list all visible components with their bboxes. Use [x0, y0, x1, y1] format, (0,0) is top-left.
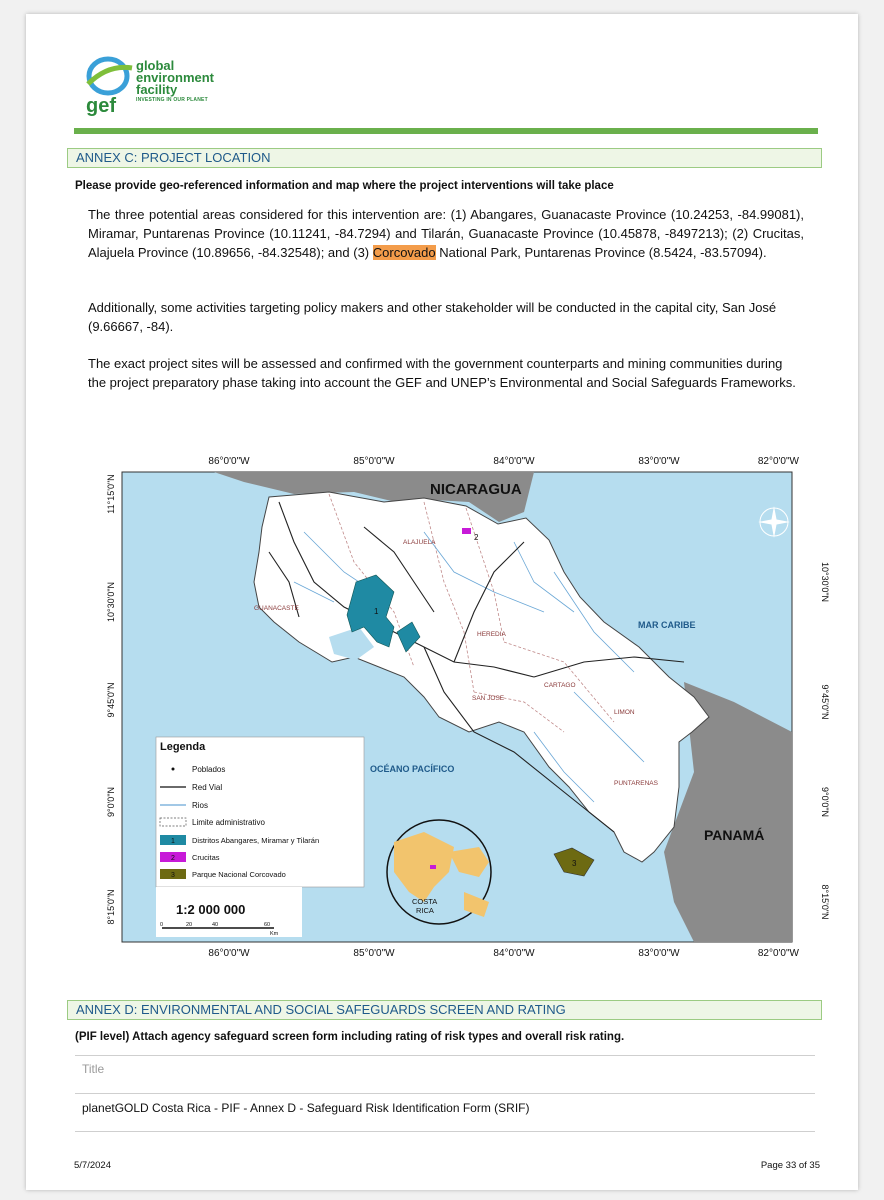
corcovado-highlight: Corcovado — [372, 245, 436, 260]
oceano-pacifico-label: OCÉANO PACÍFICO — [370, 764, 455, 774]
province-alajuela: ALAJUELA — [403, 539, 436, 546]
lat-label-right: 10°30'0"N — [820, 561, 830, 603]
legend-label: Limite administrativo — [192, 818, 265, 827]
province-heredia: HEREDIA — [477, 631, 506, 638]
inset-locator-map — [387, 820, 491, 924]
mar-caribe-label: MAR CARIBE — [638, 620, 696, 630]
gef-logo — [82, 54, 138, 116]
bottom-longitude-labels — [208, 948, 799, 959]
lon-label-bottom: 82°0'0"W — [757, 948, 799, 959]
map-scale — [156, 887, 302, 937]
table-divider — [75, 1055, 815, 1056]
scale-unit: Km — [270, 931, 279, 937]
scale-tick: 0 — [160, 922, 164, 928]
annex-c-paragraph-3: The exact project sites will be assessed and confirmed with the government counterparts and mining communities during the project preparatory phase taking into account the GEF and UNEP’s Environmental and Social Safeguards Frameworks. — [88, 356, 796, 390]
legend-label: Parque Nacional Corcovado — [192, 870, 286, 879]
annex-c-paragraph-2: Additionally, some activities targeting policy makers and other stakeholder will be conducted in the capital city, San José (9.66667, -84). — [88, 300, 777, 334]
scale-tick: 40 — [212, 922, 219, 928]
lon-label-top: 84°0'0"W — [493, 456, 535, 467]
lon-label-top: 82°0'0"W — [757, 456, 799, 467]
poblados-symbol — [172, 768, 175, 771]
scale-tick: 60 — [264, 922, 271, 928]
legend-label: Distritos Abangares, Miramar y Tilarán — [192, 836, 320, 845]
annex-c-question: Please provide geo-referenced information and map where the project interventions will take place — [75, 180, 614, 192]
table-divider — [75, 1093, 815, 1094]
province-san-jose: SAN JOSE — [472, 695, 505, 702]
province-puntarenas: PUNTARENAS — [614, 780, 658, 787]
lon-label-bottom: 85°0'0"W — [353, 948, 395, 959]
province-guanacaste: GUANACASTE — [254, 605, 299, 612]
para1-text-start: The three potential areas considered for this intervention are: (1) Abangares, Guanacaste Province (10.24253, -84.99081), Miramar, Puntarenas Province (10.11241, -84.7294) and Tilarán, Guanacaste Province (10.45878, -8497213); (2) Crucitas, Alajuela Province (10.89656, -84.32548); and (3) — [88, 207, 804, 260]
site-3-number: 3 — [572, 859, 577, 868]
table-header-title: Title — [82, 1062, 105, 1076]
legend-label: Crucitas — [192, 853, 220, 862]
logo-wordmark — [136, 60, 214, 104]
scale-tick: 20 — [186, 922, 193, 928]
lat-label-left: 9°45'0"N — [106, 682, 116, 718]
site-1-number: 1 — [374, 607, 379, 616]
site-2-number: 2 — [474, 533, 479, 542]
lat-label-left: 10°30'0"N — [106, 581, 116, 623]
lat-label-right: 9°0'0"N — [820, 786, 830, 818]
lon-label-top: 83°0'0"W — [638, 456, 680, 467]
lon-label-top: 85°0'0"W — [353, 456, 395, 467]
province-limon: LIMON — [614, 709, 635, 716]
document-page — [26, 14, 858, 1190]
footer-date: 5/7/2024 — [74, 1160, 111, 1171]
costa-rica-map — [94, 432, 830, 960]
legend-swatch-number: 2 — [171, 855, 175, 862]
legend-swatch-number: 3 — [171, 872, 175, 879]
footer-page-number: Page 33 of 35 — [760, 1160, 820, 1171]
panama-label: PANAMÁ — [704, 827, 765, 843]
lat-label-left: 11°15'0"N — [106, 474, 116, 514]
lat-label-right: 9°45'0"N — [820, 684, 830, 720]
legend-label: Rios — [192, 801, 209, 810]
logo-tagline: INVESTING IN OUR PLANET — [136, 97, 208, 103]
inset-label-line-1: COSTA — [412, 897, 438, 906]
lon-label-bottom: 83°0'0"W — [638, 948, 680, 959]
logo-line-1: global — [136, 58, 175, 73]
lon-label-bottom: 84°0'0"W — [493, 948, 535, 959]
logo-mark-text: gef — [86, 95, 116, 117]
header-divider — [74, 128, 818, 134]
logo-line-3: facility — [136, 82, 178, 97]
annex-d-question: (PIF level) Attach agency safeguard screen form including rating of risk types and overall risk rating. — [75, 1031, 625, 1043]
table-divider — [75, 1131, 815, 1132]
legend-swatch-number: 1 — [171, 838, 175, 845]
left-latitude-labels — [106, 474, 116, 924]
inset-label-line-2: RICA — [416, 906, 434, 915]
lon-label-bottom: 86°0'0"W — [208, 948, 250, 959]
legend-label: Poblados — [192, 765, 226, 774]
top-longitude-labels — [208, 456, 799, 467]
province-cartago: CARTAGO — [544, 682, 576, 689]
para1-text-end: National Park, Puntarenas Province (8.5424, -83.57094). — [435, 245, 767, 260]
annex-d-heading: ANNEX D: ENVIRONMENTAL AND SOCIAL SAFEGUARDS SCREEN AND RATING — [67, 1000, 822, 1020]
nicaragua-label: NICARAGUA — [430, 481, 522, 498]
map-legend — [156, 737, 364, 887]
lat-label-left: 9°0'0"N — [106, 786, 116, 818]
legend-title: Legenda — [160, 741, 206, 753]
scale-ratio: 1:2 000 000 — [176, 902, 246, 917]
annex-c-paragraph-1 — [88, 205, 804, 262]
lat-label-left: 8°15'0"N — [106, 889, 116, 925]
lat-label-right: 8°15'0"N — [820, 884, 830, 920]
annex-c-heading: ANNEX C: PROJECT LOCATION — [67, 148, 822, 168]
table-cell-title[interactable]: planetGOLD Costa Rica - PIF - Annex D - Safeguard Risk Identification Form (SRIF) — [82, 1101, 530, 1115]
right-latitude-labels — [820, 562, 830, 920]
site-2-area — [462, 528, 471, 534]
lon-label-top: 86°0'0"W — [208, 456, 250, 467]
legend-label: Red Vial — [192, 783, 223, 792]
logo-line-2: environment — [136, 70, 215, 85]
